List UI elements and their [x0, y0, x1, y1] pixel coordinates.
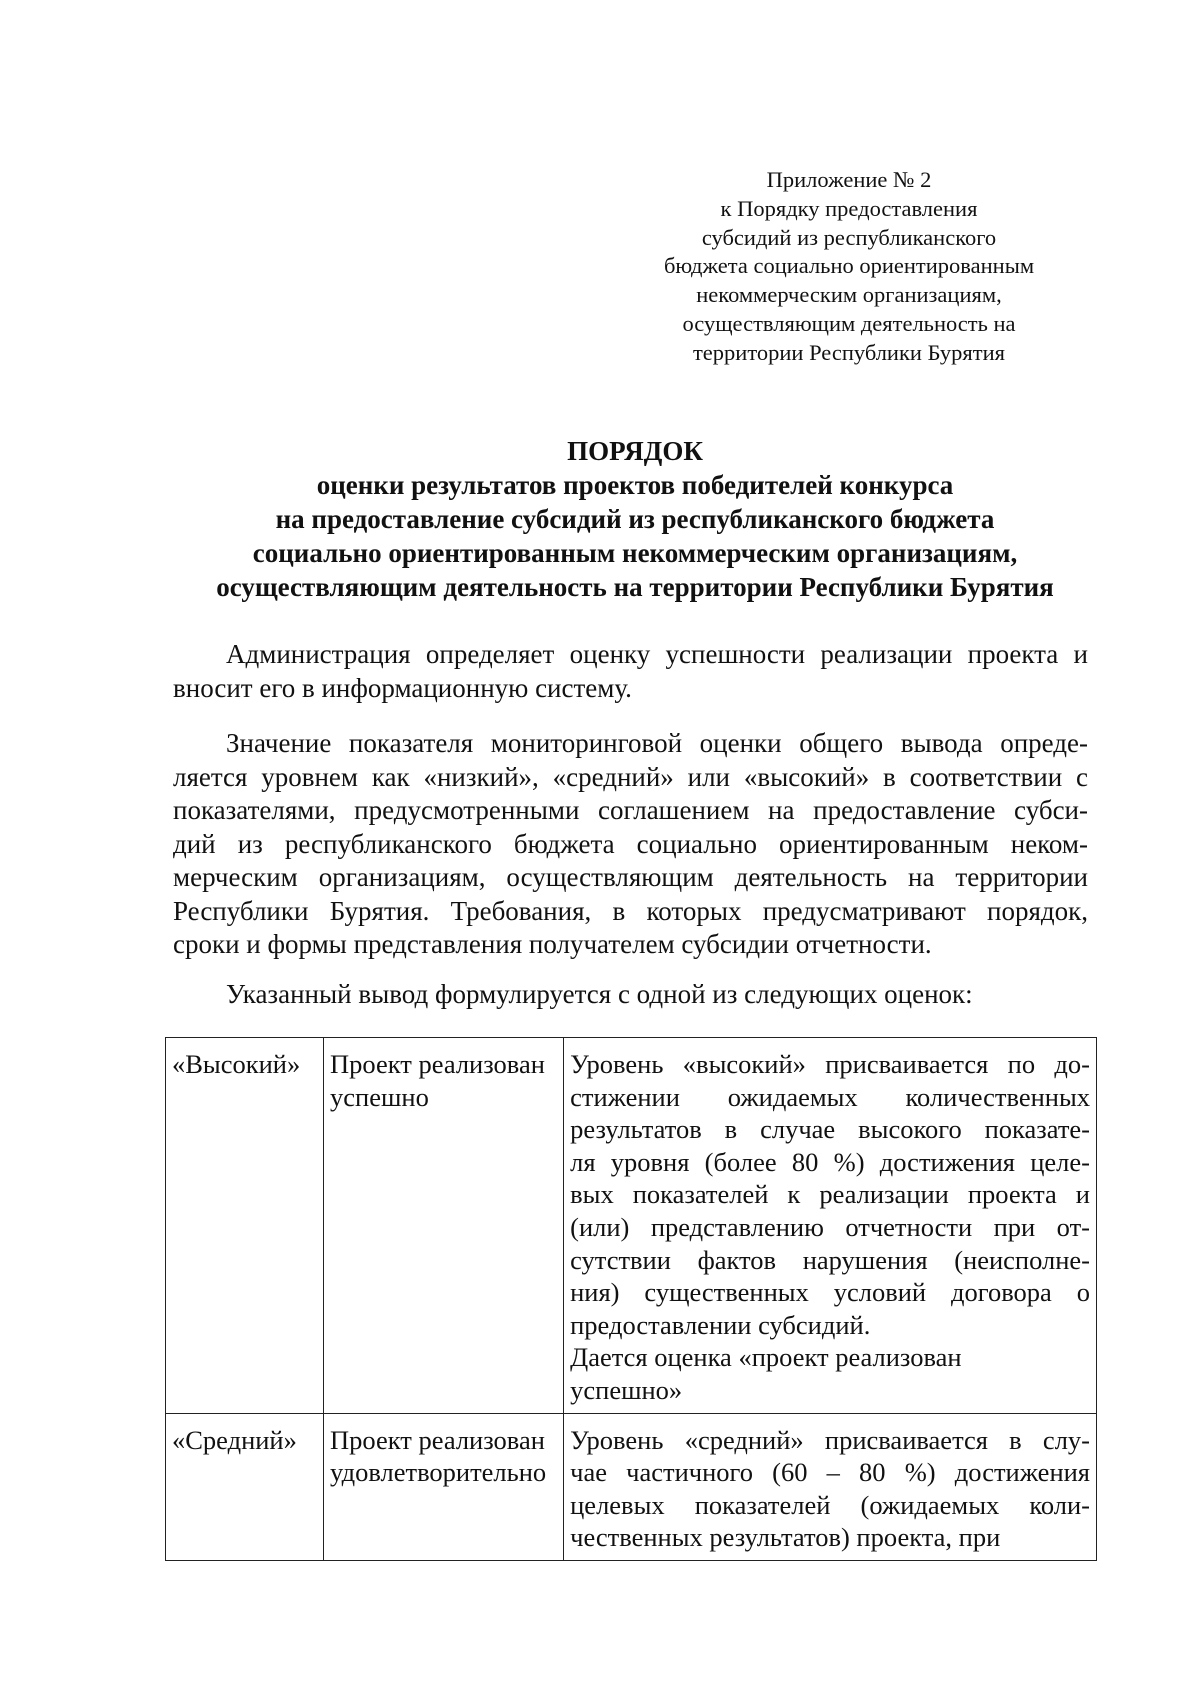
result-line: успешно: [330, 1081, 429, 1112]
paragraph-conclusion-intro: [173, 978, 1088, 1012]
paragraph-line: мерческим организациям, осуществляющим деятельность на территории: [173, 862, 1088, 892]
result-cell: [324, 1038, 564, 1414]
description-line: Уровень «средний» присваивается в слу-: [570, 1424, 1090, 1455]
assessment-table: [165, 1037, 1097, 1561]
paragraph-line: ляется уровнем как «низкий», «средний» или «высокий» в соответствии с: [173, 761, 1088, 792]
paragraph-line: сроки и формы представления получателем субсидии отчетности.: [173, 929, 932, 959]
description-line: Дается оценка «проект реализован: [570, 1342, 962, 1373]
description-cell: [564, 1038, 1097, 1414]
appendix-line: территории Республики Бурятия: [692, 339, 1006, 365]
level-cell: [166, 1413, 324, 1560]
description-line: чае частичного (60 – 80 %) достижения: [570, 1457, 1090, 1488]
title-line: оценки результатов проектов победителей конкурса: [316, 470, 954, 500]
title-line: осуществляющим деятельность на территории Республики Бурятия: [216, 572, 1054, 602]
paragraph-line: Значение показателя мониторинговой оценки общего вывода опреде-: [226, 728, 1088, 758]
description-line: чественных результатов) проекта, при: [570, 1522, 1001, 1553]
description-line: целевых показателей (ожидаемых коли-: [570, 1489, 1090, 1520]
title-heading: ПОРЯДОК: [567, 436, 703, 466]
paragraph-line: Указанный вывод формулируется с одной из следующих оценок:: [226, 979, 973, 1009]
description-line: успешно»: [570, 1374, 683, 1405]
description-line: Уровень «высокий» присваивается по до-: [570, 1049, 1090, 1079]
title-line: на предоставление субсидий из республиканского бюджета: [275, 504, 995, 534]
paragraph-line: Республики Бурятия. Требования, в которых предусматривают порядок,: [173, 895, 1088, 926]
paragraph-administration: [173, 638, 1088, 705]
table-row: [166, 1038, 1097, 1414]
appendix-line: осуществляющим деятельность на: [682, 310, 1016, 336]
description-line: ния) существенных условий договора о: [570, 1277, 1090, 1308]
result-line: Проект реализован: [330, 1049, 545, 1079]
appendix-line: некоммерческим организациям,: [696, 282, 1002, 308]
appendix-line: субсидий из республиканского: [701, 224, 997, 250]
appendix-line: бюджета социально ориентированным: [663, 253, 1035, 279]
level-label: «Средний»: [172, 1424, 297, 1455]
description-line: ля уровня (более 80 %) достижения целе-: [570, 1146, 1090, 1177]
table-row: [166, 1413, 1097, 1560]
paragraph-line: вносит его в информационную систему.: [173, 672, 632, 703]
appendix-line: Приложение № 2: [766, 167, 932, 192]
description-line: результатов в случае высокого показате-: [570, 1114, 1090, 1145]
document-title: [100, 434, 1170, 604]
title-line: социально ориентированным некоммерческим организациям,: [252, 538, 1018, 568]
level-cell: [166, 1038, 324, 1414]
description-line: предоставлении субсидий.: [570, 1309, 871, 1340]
description-line: стижении ожидаемых количественных: [570, 1081, 1090, 1112]
result-line: удовлетворительно: [330, 1457, 547, 1488]
level-label: «Высокий»: [172, 1049, 301, 1079]
paragraph-line: Администрация определяет оценку успешности реализации проекта и: [226, 639, 1088, 669]
paragraph-monitoring-value: [173, 727, 1088, 962]
paragraph-line: дий из республиканского бюджета социально ориентированным неком-: [173, 828, 1088, 859]
appendix-line: к Порядку предоставления: [720, 195, 978, 221]
appendix-header: [630, 166, 1068, 368]
description-line: сутствии фактов нарушения (неисполне-: [570, 1244, 1090, 1275]
result-line: Проект реализован: [330, 1424, 545, 1455]
paragraph-line: показателями, предусмотренными соглашением на предоставление субси-: [173, 795, 1088, 825]
description-cell: [564, 1413, 1097, 1560]
description-line: вых показателей к реализации проекта и: [570, 1179, 1090, 1210]
description-line: (или) представлению отчетности при от-: [570, 1211, 1090, 1242]
result-cell: [324, 1413, 564, 1560]
